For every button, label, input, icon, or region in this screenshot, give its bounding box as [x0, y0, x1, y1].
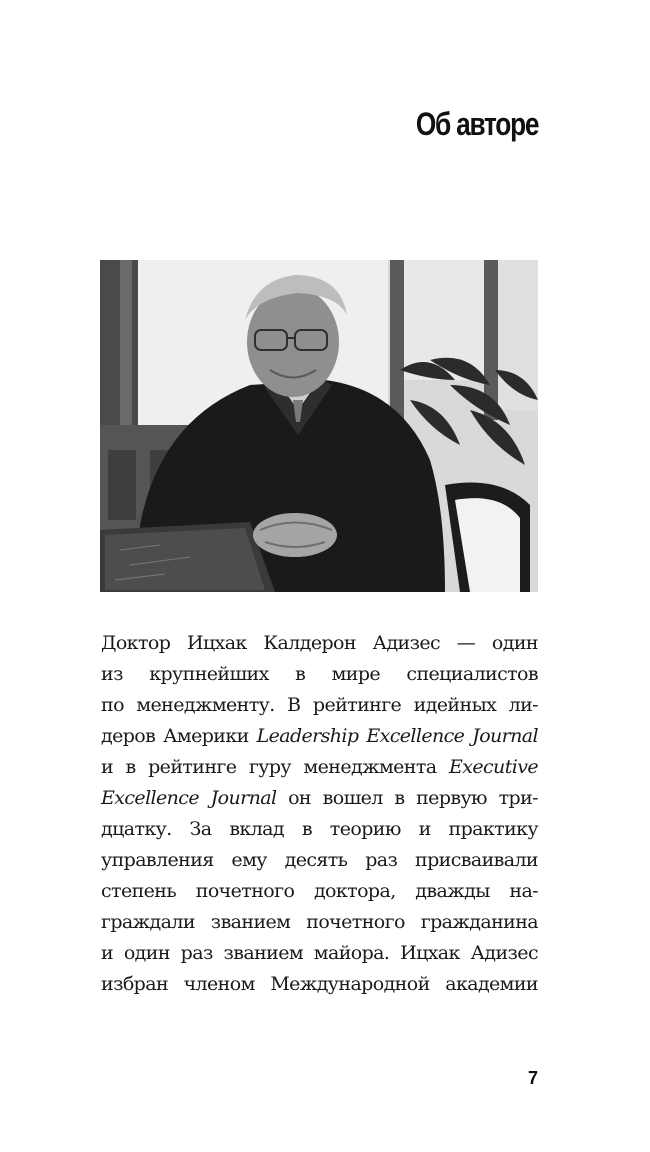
journal-name-leadership: Leadership Excellence Journal — [256, 725, 538, 747]
bio-line-8: управления ему десять раз присваивали — [101, 849, 538, 871]
author-bio-paragraph — [101, 628, 538, 1000]
bio-line-7: дцатку. За вклад в теорию и практику — [101, 818, 538, 840]
page-title: Об авторе — [415, 106, 538, 142]
bio-line-12: избран членом Международной академии — [101, 973, 538, 995]
bio-line-6-text: он вошел в первую три- — [288, 787, 538, 809]
bio-line-10: граждали званием почетного гражданина — [101, 911, 538, 933]
bio-line-2: из крупнейших в мире специалистов — [101, 663, 538, 685]
bio-line-11: и один раз званием майора. Ицхак Адизес — [101, 942, 538, 964]
bio-line-3: по менеджменту. В рейтинге идейных ли- — [101, 694, 538, 716]
bio-line-1: Доктор Ицхак Калдерон Адизес — один — [101, 632, 538, 654]
author-photo — [100, 260, 538, 592]
bio-line-5-text: и в рейтинге гуру менеджмента — [101, 756, 437, 778]
bio-line-4 — [101, 721, 538, 752]
bio-line-4-text: деров Америки — [101, 725, 249, 747]
journal-name-executive-part1: Executive — [448, 756, 538, 778]
journal-name-executive-part2: Excellence Journal — [101, 787, 277, 809]
page-number: 7 — [527, 1068, 538, 1088]
bio-line-6 — [101, 783, 538, 814]
bio-line-5 — [101, 752, 538, 783]
bio-line-9: степень почетного доктора, дважды на- — [101, 880, 538, 902]
